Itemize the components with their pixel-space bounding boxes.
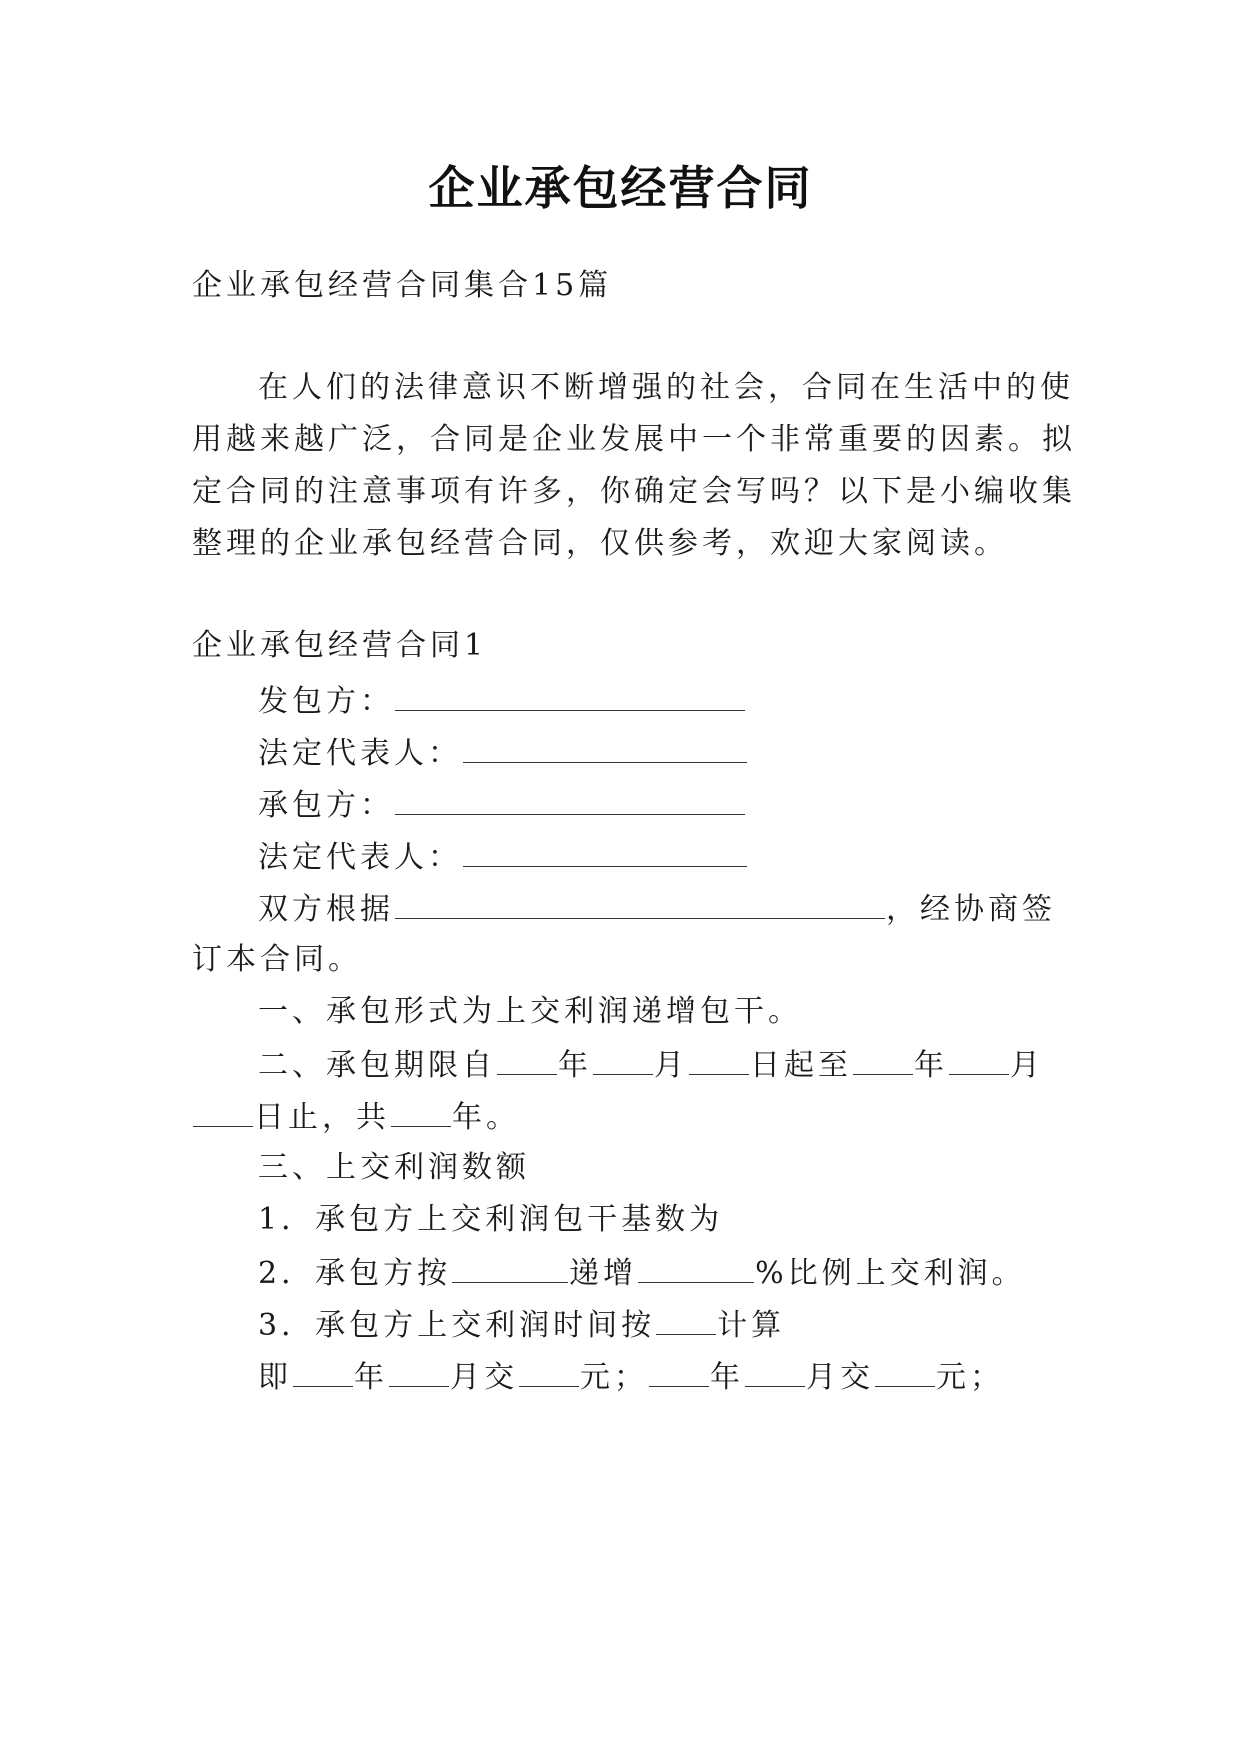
total-years-blank[interactable]	[391, 1096, 451, 1127]
party-b-blank[interactable]	[395, 784, 745, 815]
document-subtitle: 企业承包经营合同集合15篇	[192, 268, 613, 303]
schedule-month-pay-1: 月交	[450, 1360, 518, 1395]
clause-2-year-2: 年	[914, 1048, 948, 1083]
item-3-blank[interactable]	[656, 1304, 716, 1335]
end-year-blank[interactable]	[853, 1044, 913, 1075]
clause-2-month-2: 月	[1010, 1048, 1044, 1083]
schedule-prefix: 即	[258, 1360, 292, 1395]
schedule-yuan-2: 元；	[936, 1360, 1004, 1395]
clause-2-year-1: 年	[558, 1048, 592, 1083]
document-title: 企业承包经营合同	[428, 161, 813, 215]
item-3-line	[258, 1304, 1118, 1346]
schedule-yuan-1: 元；	[580, 1360, 648, 1395]
basis-prefix: 双方根据	[258, 892, 394, 927]
item-1: 1．承包方上交利润包干基数为	[258, 1202, 724, 1237]
item-2-prefix: 2．承包方按	[258, 1256, 452, 1291]
schedule-year-2-blank[interactable]	[649, 1356, 709, 1387]
intro-line-3: 定合同的注意事项有许多，你确定会写吗？以下是小编收集	[192, 474, 1076, 509]
item-3-prefix: 3．承包方上交利润时间按	[258, 1308, 656, 1343]
legal-rep-b-label: 法定代表人：	[258, 840, 462, 875]
schedule-line	[258, 1356, 1118, 1398]
item-2-suffix: %比例上交利润。	[755, 1256, 1026, 1291]
basis-line	[258, 888, 1118, 930]
intro-line-4: 整理的企业承包经营合同，仅供参考，欢迎大家阅读。	[192, 526, 1008, 561]
legal-rep-b-blank[interactable]	[463, 836, 747, 867]
schedule-amount-1-blank[interactable]	[519, 1356, 579, 1387]
schedule-month-2-blank[interactable]	[745, 1356, 805, 1387]
start-month-blank[interactable]	[593, 1044, 653, 1075]
schedule-year-2: 年	[710, 1360, 744, 1395]
party-a-line	[258, 680, 1118, 722]
schedule-year-1-blank[interactable]	[293, 1356, 353, 1387]
item-2-line	[258, 1252, 1118, 1294]
party-b-label: 承包方：	[258, 788, 394, 823]
intro-line-1: 在人们的法律意识不断增强的社会，合同在生活中的使	[258, 370, 1074, 405]
intro-line-2: 用越来越广泛，合同是企业发展中一个非常重要的因素。拟	[192, 422, 1076, 457]
item-3-suffix: 计算	[717, 1308, 786, 1343]
party-a-blank[interactable]	[395, 680, 745, 711]
legal-rep-a-line	[258, 732, 1118, 774]
party-b-line	[258, 784, 1118, 826]
clause-3: 三、上交利润数额	[258, 1150, 530, 1185]
clause-2-month-1: 月	[654, 1048, 688, 1083]
start-day-blank[interactable]	[689, 1044, 749, 1075]
item-2-rate-blank[interactable]	[638, 1252, 754, 1283]
basis-blank[interactable]	[395, 888, 885, 919]
legal-rep-a-label: 法定代表人：	[258, 736, 462, 771]
basis-suffix: ，经协商签	[886, 892, 1056, 927]
end-day-blank[interactable]	[193, 1096, 253, 1127]
clause-2-day-1: 日起至	[750, 1048, 852, 1083]
item-2-base-blank[interactable]	[452, 1252, 568, 1283]
section-heading: 企业承包经营合同1	[192, 628, 488, 663]
clause-2-line	[258, 1044, 1118, 1086]
schedule-month-1-blank[interactable]	[389, 1356, 449, 1387]
legal-rep-b-line	[258, 836, 1118, 878]
item-2-middle: 递增	[569, 1256, 638, 1291]
clause-2-prefix: 二、承包期限自	[258, 1048, 496, 1083]
end-month-blank[interactable]	[949, 1044, 1009, 1075]
schedule-month-pay-2: 月交	[806, 1360, 874, 1395]
party-a-label: 发包方：	[258, 684, 394, 719]
start-year-blank[interactable]	[497, 1044, 557, 1075]
legal-rep-a-blank[interactable]	[463, 732, 747, 763]
schedule-year-1: 年	[354, 1360, 388, 1395]
basis-end: 订本合同。	[192, 942, 362, 977]
clause-2-end-b: 年。	[452, 1100, 520, 1135]
clause-2-end-a: 日止，共	[254, 1100, 390, 1135]
clause-2-end-line	[192, 1096, 1052, 1138]
schedule-amount-2-blank[interactable]	[875, 1356, 935, 1387]
clause-1: 一、承包形式为上交利润递增包干。	[258, 994, 802, 1029]
